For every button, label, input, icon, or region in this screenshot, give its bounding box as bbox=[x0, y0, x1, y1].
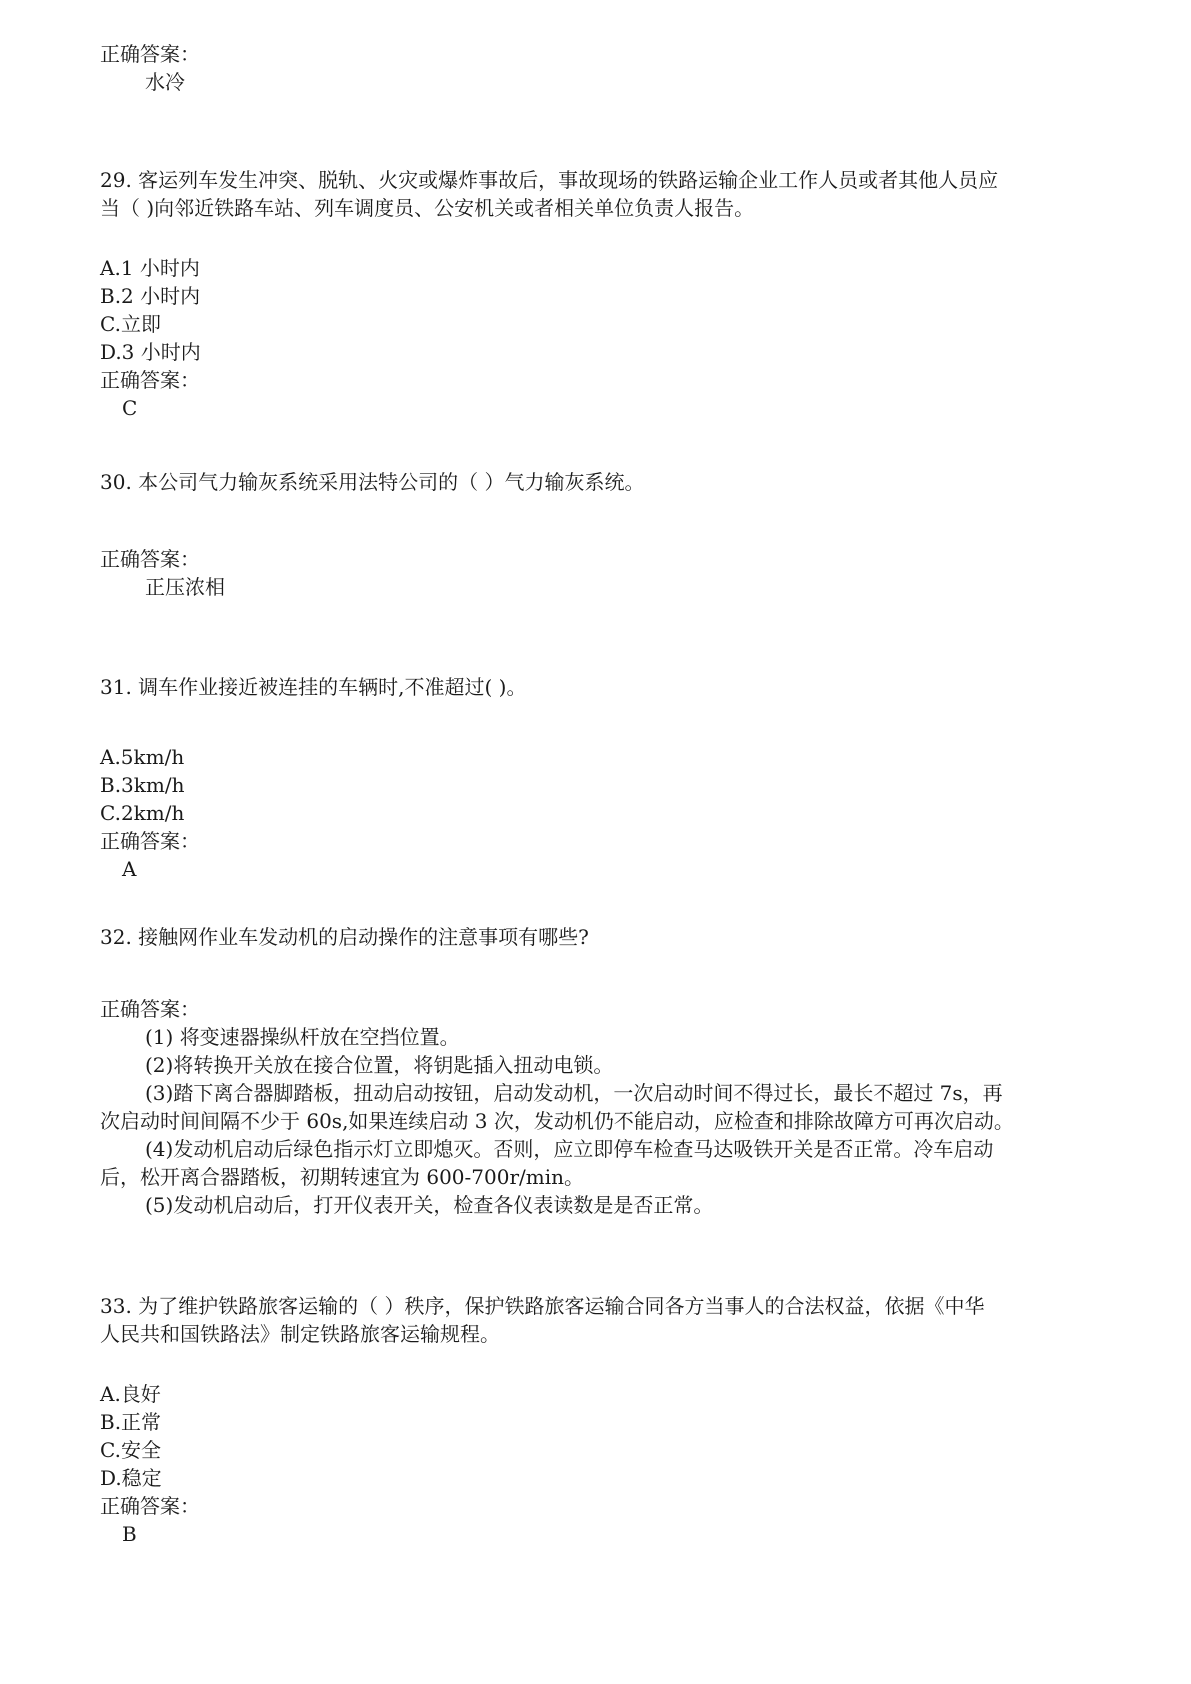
question-29-option-c: C.立即 bbox=[100, 312, 161, 336]
question-30-answer: 正压浓相 bbox=[145, 575, 225, 599]
question-33-option-b: B.正常 bbox=[100, 1410, 162, 1434]
question-33-option-d: D.稳定 bbox=[100, 1466, 162, 1490]
question-32-answer-line: (5)发动机启动后，打开仪表开关，检查各仪表读数是是否正常。 bbox=[145, 1193, 714, 1217]
question-33-option-a: A.良好 bbox=[100, 1382, 161, 1406]
question-32-answer-line: (1) 将变速器操纵杆放在空挡位置。 bbox=[145, 1025, 460, 1049]
question-29-answer-label: 正确答案： bbox=[100, 368, 200, 392]
question-33-stem-line1: 33. 为了维护铁路旅客运输的（ ）秩序，保护铁路旅客运输合同各方当事人的合法权益，依据《中华 bbox=[100, 1294, 985, 1318]
question-31-option-a: A.5km/h bbox=[100, 745, 185, 769]
question-30-stem: 30. 本公司气力输灰系统采用法特公司的（ ）气力输灰系统。 bbox=[100, 470, 645, 494]
question-29-option-a: A.1 小时内 bbox=[100, 256, 200, 280]
question-31-option-b: B.3km/h bbox=[100, 773, 185, 797]
question-30-answer-label: 正确答案： bbox=[100, 547, 200, 571]
question-32-answer-label: 正确答案： bbox=[100, 997, 200, 1021]
question-32-answer-line: 后，松开离合器踏板，初期转速宜为 600-700r/min。 bbox=[100, 1165, 585, 1189]
question-33-stem-line2: 人民共和国铁路法》制定铁路旅客运输规程。 bbox=[100, 1322, 500, 1346]
answer-text: 水冷 bbox=[145, 70, 185, 94]
question-29-option-b: B.2 小时内 bbox=[100, 284, 201, 308]
question-33-option-c: C.安全 bbox=[100, 1438, 161, 1462]
question-32-answer-line: 次启动时间间隔不少于 60s,如果连续启动 3 次，发动机仍不能启动，应检查和排除故障方可再次启动。 bbox=[100, 1109, 1014, 1133]
question-31-stem: 31. 调车作业接近被连挂的车辆时,不准超过( )。 bbox=[100, 675, 527, 699]
question-29-stem-line2: 当（ )向邻近铁路车站、列车调度员、公安机关或者相关单位负责人报告。 bbox=[100, 196, 755, 220]
question-32-answer-line: (2)将转换开关放在接合位置，将钥匙插入扭动电锁。 bbox=[145, 1053, 614, 1077]
question-29-option-d: D.3 小时内 bbox=[100, 340, 201, 364]
question-31-option-c: C.2km/h bbox=[100, 801, 185, 825]
question-33-answer-label: 正确答案： bbox=[100, 1494, 200, 1518]
question-31-answer: A bbox=[122, 857, 137, 881]
answer-label: 正确答案： bbox=[100, 42, 200, 66]
question-29-stem-line1: 29. 客运列车发生冲突、脱轨、火灾或爆炸事故后，事故现场的铁路运输企业工作人员或者其他人员应 bbox=[100, 168, 999, 192]
question-33-answer: B bbox=[122, 1522, 137, 1546]
question-29-answer: C bbox=[122, 396, 138, 420]
question-32-answer-line: (4)发动机启动后绿色指示灯立即熄灭。否则，应立即停车检查马达吸铁开关是否正常。冷车启动 bbox=[145, 1137, 994, 1161]
question-31-answer-label: 正确答案： bbox=[100, 829, 200, 853]
question-32-stem: 32. 接触网作业车发动机的启动操作的注意事项有哪些? bbox=[100, 925, 589, 949]
question-32-answer-line: (3)踏下离合器脚踏板，扭动启动按钮，启动发动机，一次启动时间不得过长，最长不超过 7s，再 bbox=[145, 1081, 1003, 1105]
